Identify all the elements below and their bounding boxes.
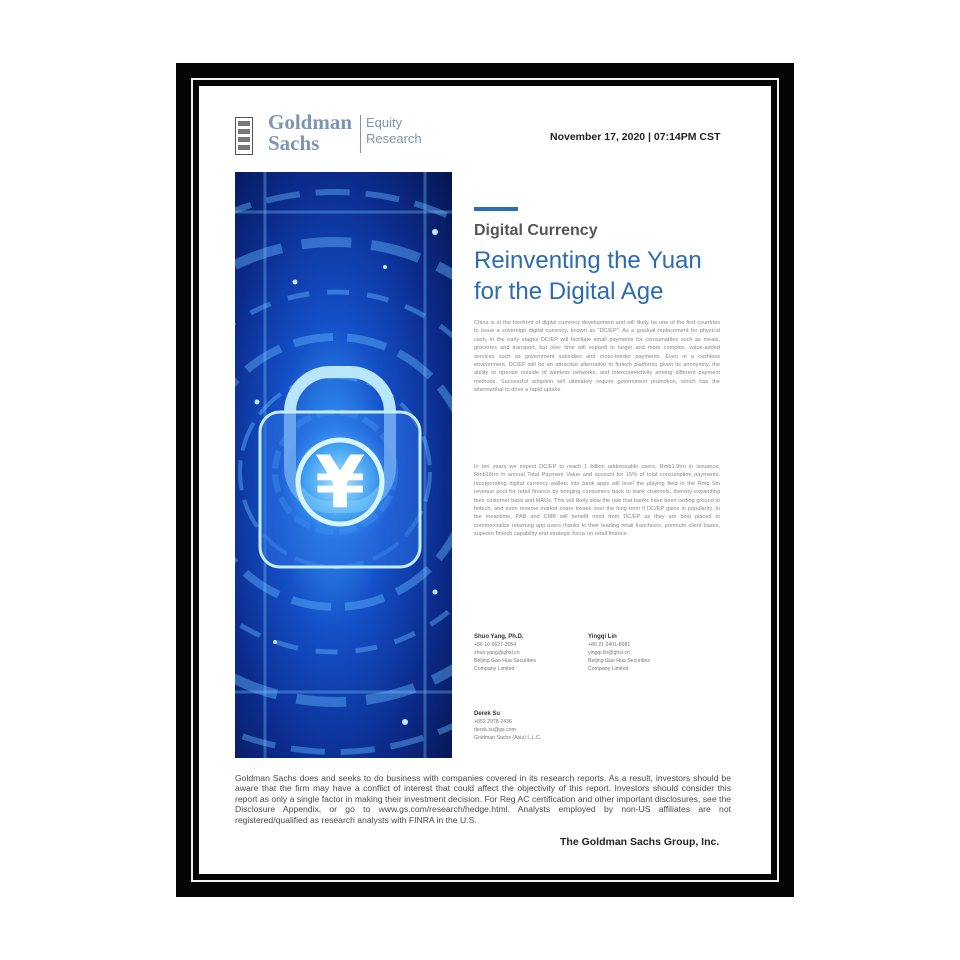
logo-line-research: Research <box>366 131 422 146</box>
headline: Reinventing the Yuan for the Digital Age <box>474 247 702 305</box>
disclaimer-text: Goldman Sachs does and seeks to do business with companies covered in its research reports. As a result, investors should be aware that the firm may have a conflict of interest that could affect the objectivity of this report. Investors should consider this report as only a single factor in making their investment decision. For Reg AC certification and other important disclosures, see the Disclosure Appendix, or go to www.gs.com/research/hedge.html. Analysts employed by non-US affiliates are not registered/qualified as research analysts with FINRA in the U.S. <box>235 773 731 825</box>
cover-image-padlock-yuan <box>235 172 452 758</box>
author-email[interactable]: derek.su@gs.com <box>474 727 516 733</box>
author-org: Beijing Gao Hua Securities <box>588 658 650 664</box>
yuan-symbol-icon: ¥ <box>314 440 366 524</box>
author-card <box>474 710 584 742</box>
author-name: Derek Su <box>474 711 501 717</box>
author-name: Yingqi Lin <box>588 634 617 640</box>
body-paragraph-2: In ten years we expect DC/EP to reach 1 billion addressable users, Rmb1.9trn in issuance, Rmb16trn in annual Total Payment Value and account for 15% of total consumption payments. Incorporating digital currency wallets into bank apps will level the playing field in the Rmb 5tn revenue pool for retail finance by bringing consumers back to bank channels, thereby expanding their customer base and MAUs. This will likely slow the rate that banks have been ceding ground to fintech, and even reverse market share losses over the long term if DC/EP gains in popularity. In the meantime, PAB and CMB will benefit most from DC/EP as they are best placed to commercialize returning app users thanks to their leading retail franchises, premium client bases, superior fintech capability and strategic focus on retail finance. <box>474 464 720 538</box>
author-card <box>474 633 584 673</box>
logo-line-goldman: Goldman <box>268 110 353 134</box>
goldman-sachs-wordmark <box>268 112 360 154</box>
accent-bar <box>474 207 518 211</box>
author-email[interactable]: shuo.yang@ghsl.cn <box>474 650 520 656</box>
author-phone: +86 10 6627-3054 <box>474 642 517 648</box>
author-card <box>588 633 698 673</box>
author-org: Goldman Sachs (Asia) L.L.C. <box>474 735 542 741</box>
author-email[interactable]: yingqi.lin@ghsl.cn <box>588 650 630 656</box>
author-org: Beijing Gao Hua Securities <box>474 658 536 664</box>
author-name: Shuo Yang, Ph.D. <box>474 634 524 640</box>
equity-research-label <box>366 115 426 147</box>
logo-line-sachs: Sachs <box>268 131 320 155</box>
author-phone: +852 2978-2436 <box>474 719 512 725</box>
section-kicker: Digital Currency <box>474 222 598 239</box>
logo-divider <box>360 115 361 153</box>
logo-line-equity: Equity <box>366 115 403 130</box>
report-date: November 17, 2020 | 07:14PM CST <box>550 131 721 143</box>
footer-company-name: The Goldman Sachs Group, Inc. <box>560 836 720 848</box>
author-phone: +86 21 2401-8981 <box>588 642 631 648</box>
body-paragraph-1: China is at the forefront of digital currency development and will likely be one of the first countries to issue a sovereign digital currency, known as "DC/EP". As a gradual replacement for physical cash, in the early stages DC/EP will facilitate small payments for consumables such as meals, groceries and transport, but over time will expand to larger and more complex, value-added services such as government subsidies and cross-border payments. Even in a cashless environment, DC/EP will be an attractive alternative to fintech platforms given its anonymity, the ability to operate outside of wireless networks, and interconnectivity among different payment methods. Successful adoption will ultimately require government promotion, which has the wherewithal to drive a rapid uptake. <box>474 320 720 394</box>
author-org-line2: Company Limited <box>588 666 629 672</box>
author-org-line2: Company Limited <box>474 666 515 672</box>
gs-building-logo-icon <box>235 117 253 155</box>
